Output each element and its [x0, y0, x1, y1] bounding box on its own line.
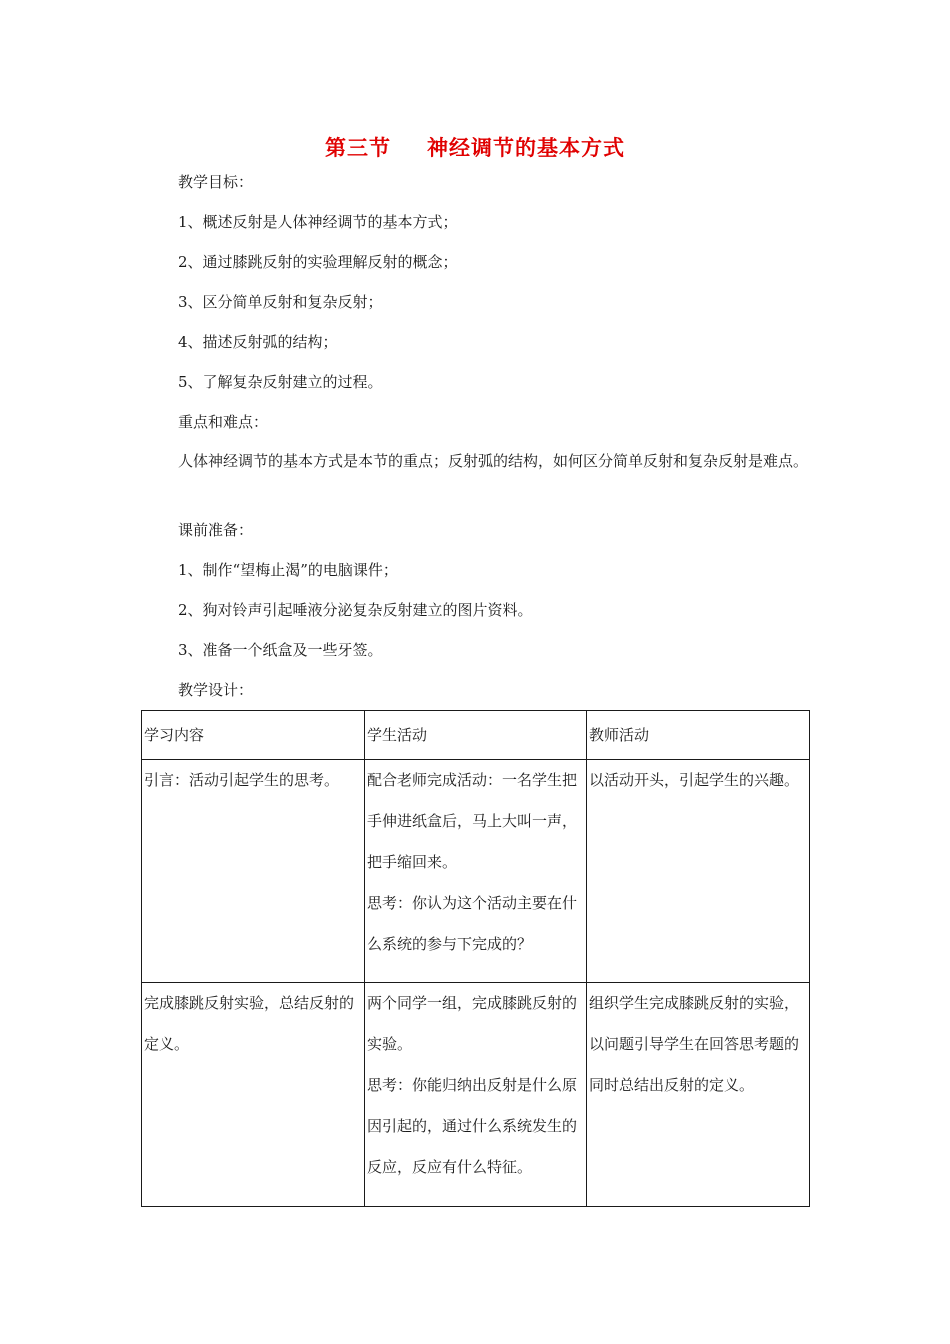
- student-activity-cell: [365, 760, 587, 983]
- cell-text: 思考：你能归纳出反射是什么原因引起的，通过什么系统发生的反应，反应有什么特征。: [367, 1076, 578, 1176]
- preparation-item: 1、制作“望梅止渴”的电脑课件；: [178, 561, 398, 579]
- teacher-activity-cell: [587, 983, 810, 1207]
- preparation-item: 2、狗对铃声引起唾液分泌复杂反射建立的图片资料。: [178, 601, 533, 619]
- student-activity-cell: [365, 983, 587, 1207]
- cell-text: 以活动开头，引起学生的兴趣。: [589, 771, 800, 789]
- cell-text: 配合老师完成活动：一名学生把手伸进纸盒后，马上大叫一声，把手缩回来。: [367, 771, 578, 871]
- table-header-row: [142, 711, 810, 760]
- title-topic: 神经调节的基本方式: [427, 136, 625, 160]
- cell-text: 思考：你认为这个活动主要在什么系统的参与下完成的？: [367, 894, 578, 953]
- title-section-number: 第三节: [325, 136, 391, 160]
- objective-item: 2、通过膝跳反射的实验理解反射的概念；: [178, 253, 458, 271]
- content-cell: [142, 983, 365, 1207]
- column-header: 学生活动: [365, 711, 587, 760]
- cell-text: 两个同学一组，完成膝跳反射的实验。: [367, 994, 578, 1053]
- objective-item: 5、了解复杂反射建立的过程。: [178, 373, 383, 391]
- objective-item: 1、概述反射是人体神经调节的基本方式；: [178, 213, 458, 231]
- preparation-heading: 课前准备：: [178, 521, 254, 539]
- cell-text: 组织学生完成膝跳反射的实验，以问题引导学生在回答思考题的同时总结出反射的定义。: [589, 994, 800, 1094]
- column-header: 教师活动: [587, 711, 810, 760]
- table-row: [142, 983, 810, 1207]
- objective-item: 3、区分简单反射和复杂反射；: [178, 293, 383, 311]
- key-points-heading: 重点和难点：: [178, 413, 269, 431]
- content-cell: [142, 760, 365, 983]
- column-header: 学习内容: [142, 711, 365, 760]
- page-title: [0, 132, 950, 162]
- objective-item: 4、描述反射弧的结构；: [178, 333, 338, 351]
- cell-text: 引言：活动引起学生的思考。: [144, 771, 340, 789]
- teaching-design-table: [141, 710, 810, 1207]
- cell-text: 完成膝跳反射实验，总结反射的定义。: [144, 994, 355, 1053]
- objectives-heading: 教学目标：: [178, 173, 254, 191]
- teacher-activity-cell: [587, 760, 810, 983]
- design-heading: 教学设计：: [178, 681, 254, 699]
- table-row: [142, 760, 810, 983]
- preparation-item: 3、准备一个纸盒及一些牙签。: [178, 641, 383, 659]
- key-points-text: 人体神经调节的基本方式是本节的重点；反射弧的结构，如何区分简单反射和复杂反射是难点。: [178, 452, 809, 470]
